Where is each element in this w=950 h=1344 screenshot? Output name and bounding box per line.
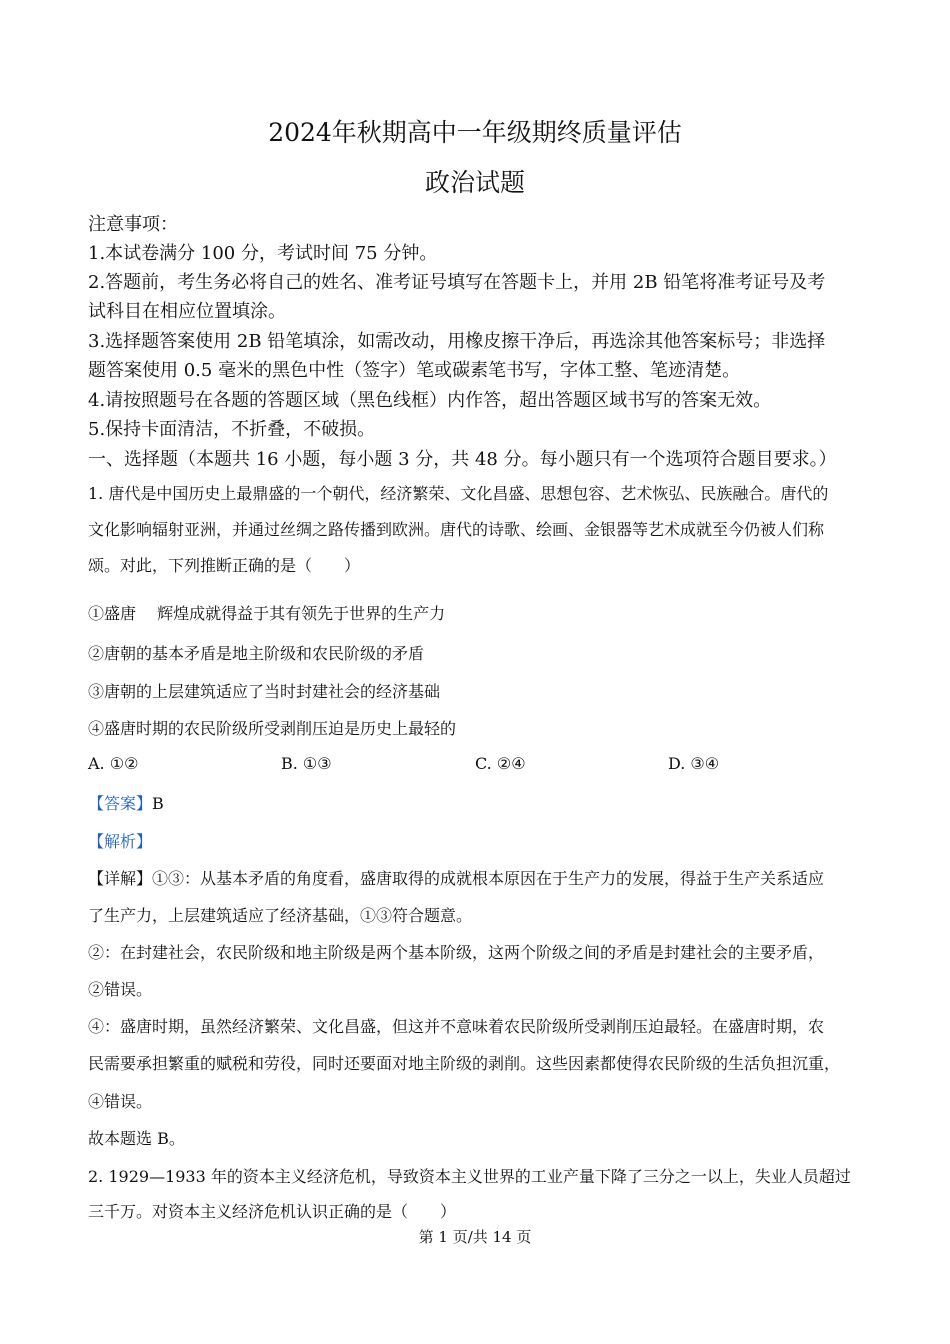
question-2-stem: 2. 1929—1933 年的资本主义经济危机，导致资本主义世界的工业产量下降了三分之一以上，失业人员超过 [88,1167,851,1186]
page-footer: 第 1 页/共 14 页 [418,1228,532,1246]
notice-item: 2.答题前，考生务必将自己的姓名、准考证号填写在答题卡上，并用 2B 铅笔将准考证号及考 [88,272,826,293]
answer-value: B [152,794,164,813]
detail-line: ④错误。 [88,1092,153,1111]
statement: ②唐朝的基本矛盾是地主阶级和农民阶级的矛盾 [88,644,425,663]
option-b: B. ①③ [281,754,332,773]
option-d: D. ③④ [668,754,720,773]
detail-conclusion: 故本题选 B。 [88,1129,185,1148]
detail-text: ①③：从基本矛盾的角度看，盛唐取得的成就根本原因在于生产力的发展，得益于生产关系适应 [152,869,825,888]
detail-line: 了生产力，上层建筑适应了经济基础，①③符合题意。 [88,906,473,925]
statement: ③唐朝的上层建筑适应了当时封建社会的经济基础 [88,682,441,701]
section-heading: 一、选择题（本题共 16 小题，每小题 3 分，共 48 分。每小题只有一个选项符合题目要求。） [88,449,837,470]
notice-item: 5.保持卡面清洁，不折叠，不破损。 [88,419,376,440]
detail-line: 民需要承担繁重的赋税和劳役，同时还要面对地主阶级的剥削。这些因素都使得农民阶级的生活负担沉重， [88,1054,841,1073]
notice-item: 3.选择题答案使用 2B 铅笔填涂，如需改动，用橡皮擦干净后，再选涂其他答案标号；非选择 [88,331,826,352]
statement: ④盛唐时期的农民阶级所受剥削压迫是历史上最轻的 [88,719,457,738]
analysis-tag: 【解析】 [88,832,153,851]
exam-title: 2024年秋期高中一年级期终质量评估 [268,118,682,147]
notice-item: 试科目在相应位置填涂。 [88,301,286,322]
notice-heading: 注意事项： [88,214,178,235]
question-1-stem: 颂。对此，下列推断正确的是（ ） [88,556,361,575]
detail-tag: 【详解】 [88,869,153,888]
detail-line: ②：在封建社会，农民阶级和地主阶级是两个基本阶级，这两个阶级之间的矛盾是封建社会的主要矛盾， [88,943,825,962]
question-1-stem: 1. 唐代是中国历史上最鼎盛的一个朝代，经济繁荣、文化昌盛、思想包容、艺术恢弘、民族融合。唐代的 [88,484,829,503]
exam-subject: 政治试题 [424,168,525,197]
option-c: C. ②④ [475,754,526,773]
answer-tag: 【答案】 [88,794,153,813]
notice-item: 题答案使用 0.5 毫米的黑色中性（签字）笔或碳素笔书写，字体工整、笔迹清楚。 [88,360,741,381]
answer-line [88,791,164,814]
notice-item: 1.本试卷满分 100 分，考试时间 75 分钟。 [88,243,438,264]
option-a: A. ①② [88,754,139,773]
question-1-stem: 文化影响辐射亚洲，并通过丝绸之路传播到欧洲。唐代的诗歌、绘画、金银器等艺术成就至今仍被人们称 [88,520,825,539]
detail-line: ④：盛唐时期，虽然经济繁荣、文化昌盛，但这并不意味着农民阶级所受剥削压迫最轻。在盛唐时期，农 [88,1017,825,1036]
detail-line: ②错误。 [88,980,153,999]
question-2-stem: 三千万。对资本主义经济危机认识正确的是（ ） [88,1202,457,1221]
detail-line [88,866,824,889]
notice-item: 4.请按照题号在各题的答题区域（黑色线框）内作答，超出答题区域书写的答案无效。 [88,390,772,411]
statement: ①盛唐 辉煌成就得益于其有领先于世界的生产力 [88,604,446,623]
